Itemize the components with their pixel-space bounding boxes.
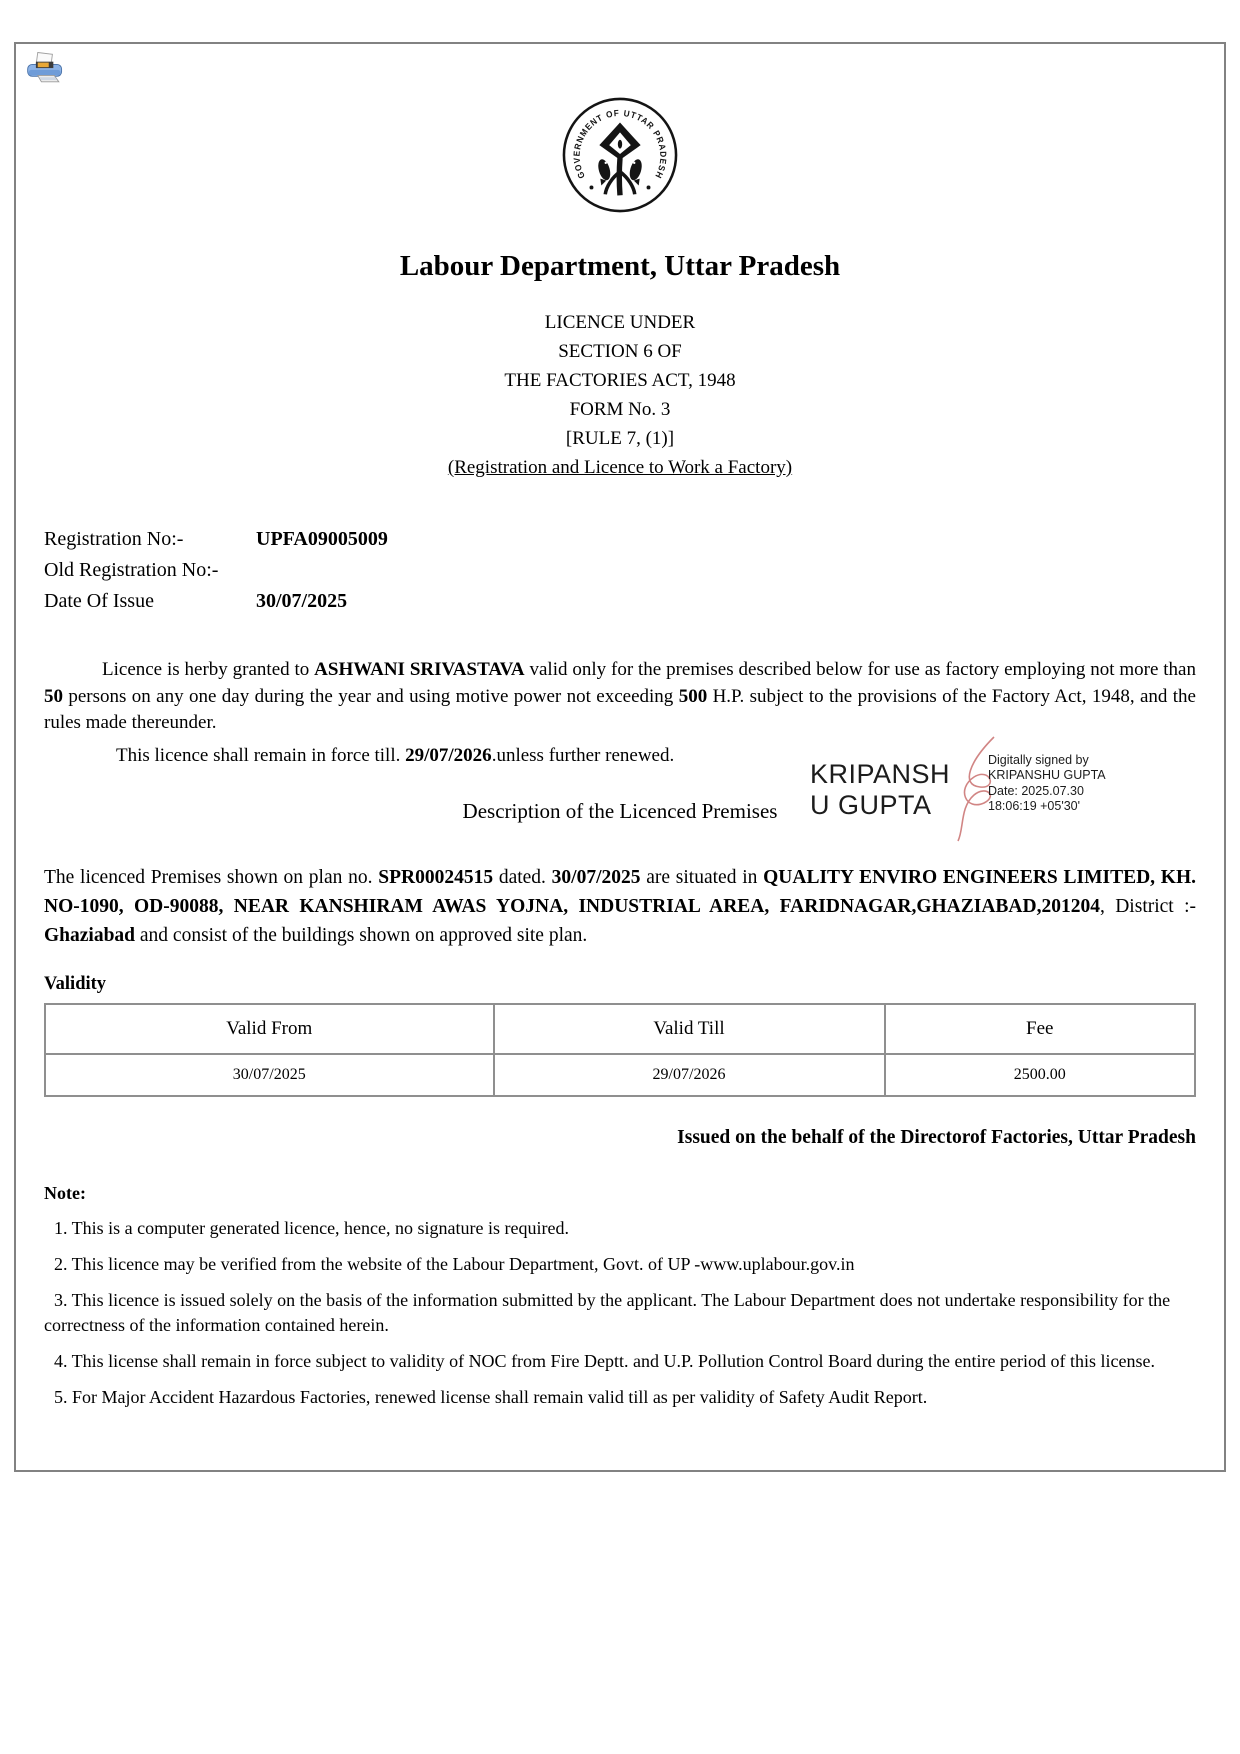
signature-detail-line: 18:06:19 +05'30' (988, 799, 1081, 813)
digital-signature-block (810, 747, 1140, 847)
note-item: 2. This licence may be verified from the website of the Labour Department, Govt. of UP -www.uplabour.gov.in (54, 1253, 855, 1274)
validity-header-row (45, 1004, 1195, 1054)
date-of-issue-row (44, 586, 1196, 617)
note-item: 4. This license shall remain in force subject to validity of NOC from Fire Deptt. and U.P. Pollution Control Board during the entire period of this license. (54, 1350, 1155, 1371)
district-name: Ghaziabad (44, 924, 136, 946)
notes-section (44, 1183, 1196, 1410)
registration-no-row (44, 524, 1196, 555)
premises-description-heading: Description of the Licenced Premises (462, 798, 778, 823)
grant-mid2: persons on any one day during the year and using motive power not exceeding (63, 685, 679, 707)
grant-tail: H.P. subject to the provisions of the Factory Act, 1948, and the rules made thereunder. (44, 685, 1196, 733)
fee-header: Fee (885, 1004, 1196, 1054)
print-button[interactable] (24, 50, 68, 88)
force-till-date: 29/07/2026 (405, 744, 492, 766)
licence-line: THE FACTORIES ACT, 1948 (504, 370, 736, 391)
validity-heading: Validity (44, 973, 107, 994)
fee-value: 2500.00 (885, 1054, 1196, 1096)
up-government-emblem (561, 96, 679, 214)
registration-no-label: Registration No:- (44, 528, 184, 550)
premises-dated-label: dated. (493, 866, 552, 888)
grant-mid1: valid only for the premises described below for use as factory employing not more than (524, 659, 1196, 680)
validity-table (44, 1003, 1196, 1097)
signature-detail-line: Digitally signed by (988, 752, 1089, 767)
validity-data-row (45, 1054, 1195, 1096)
valid-till-value: 29/07/2026 (494, 1054, 885, 1096)
max-horsepower: 500 (678, 685, 708, 707)
premises-mid: are situated in (640, 866, 764, 888)
registration-details (44, 524, 1196, 617)
registration-subtitle: (Registration and Licence to Work a Factory) (447, 457, 793, 478)
plan-number: SPR00024515 (378, 866, 494, 888)
licence-line: [RULE 7, (1)] (565, 428, 675, 449)
premises-paragraph (44, 863, 1196, 950)
date-of-issue-label: Date Of Issue (44, 590, 154, 612)
issued-on-behalf-line: Issued on the behalf of the Directorof Factories, Uttar Pradesh (677, 1126, 1196, 1148)
document-content (16, 96, 1224, 1410)
government-of-uttar-pradesh-seal-icon (561, 96, 679, 214)
signatory-name (810, 759, 972, 821)
premises-intro: The licenced Premises shown on plan no. (44, 866, 379, 888)
notes-heading: Note: (44, 1182, 86, 1203)
registration-no-value: UPFA09005009 (256, 528, 388, 550)
old-registration-no-row (44, 555, 1196, 586)
signature-details (988, 753, 1138, 815)
page-title: Labour Department, Uttar Pradesh (399, 250, 841, 282)
valid-from-value: 30/07/2025 (45, 1054, 494, 1096)
licence-header-block (44, 308, 1196, 482)
signature-detail-line: Date: 2025.07.30 (988, 783, 1084, 798)
document-border-frame (14, 42, 1226, 1472)
force-pre: This licence shall remain in force till. (116, 744, 406, 766)
signatory-name-line: KRIPANSH (810, 758, 951, 789)
grantee-name: ASHWANI SRIVASTAVA (314, 659, 525, 680)
plan-date: 30/07/2025 (551, 866, 641, 888)
signature-detail-line: KRIPANSHU GUPTA (988, 768, 1106, 782)
district-label: , District :- (1099, 895, 1197, 917)
date-of-issue-value: 30/07/2025 (256, 590, 348, 612)
force-post: .unless further renewed. (491, 744, 675, 766)
licence-line: SECTION 6 OF (558, 341, 682, 362)
printer-icon (24, 50, 68, 88)
licence-line: FORM No. 3 (569, 399, 671, 420)
note-item: 1. This is a computer generated licence, hence, no signature is required. (54, 1217, 569, 1238)
grant-paragraph (44, 657, 1196, 737)
premises-tail: and consist of the buildings shown on approved site plan. (135, 924, 588, 946)
note-item: 3. This licence is issued solely on the basis of the information submitted by the applicant. The Labour Department does not undertake responsibility for the correctness of the information contained herein. (44, 1289, 1171, 1335)
note-item: 5. For Major Accident Hazardous Factories, renewed license shall remain valid till as per validity of Safety Audit Report. (54, 1386, 928, 1407)
valid-till-header: Valid Till (494, 1004, 885, 1054)
old-registration-no-label: Old Registration No:- (44, 559, 219, 581)
emblem-ring-text: GOVERNMENT OF UTTAR PRADESH (571, 107, 669, 181)
valid-from-header: Valid From (45, 1004, 494, 1054)
signatory-name-line: U GUPTA (810, 789, 932, 820)
grant-intro: Licence is herby granted to (102, 659, 315, 680)
licence-line: LICENCE UNDER (544, 312, 696, 333)
max-persons: 50 (44, 685, 63, 707)
factory-address: QUALITY ENVIRO ENGINEERS LIMITED, KH. NO-1090, OD-90088, NEAR KANSHIRAM AWAS YOJNA, INDUSTRIAL AREA, FARIDNAGAR,GHAZIABAD,201204 (44, 866, 1197, 917)
